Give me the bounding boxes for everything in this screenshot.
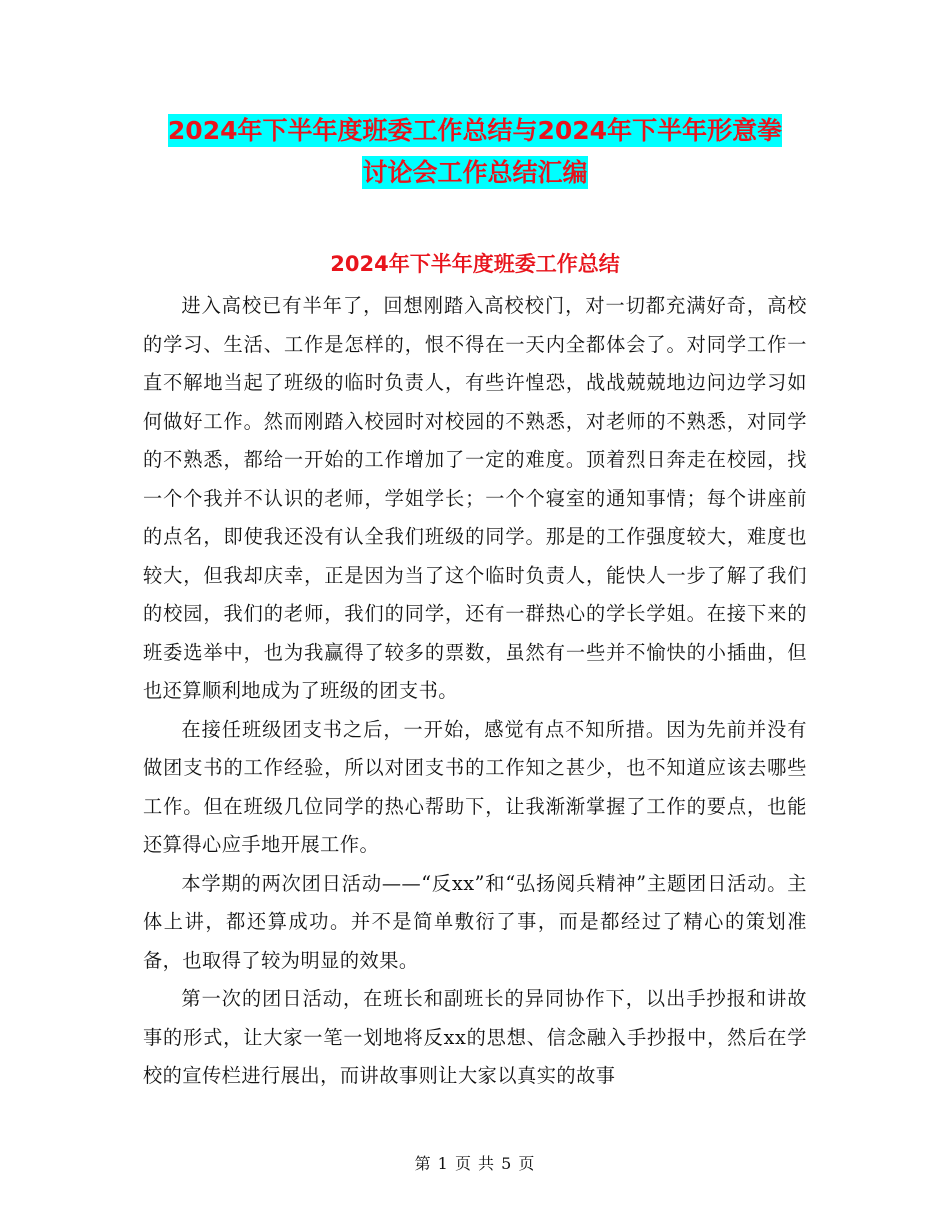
document-title-line-2 <box>0 152 950 194</box>
title-highlight: 讨论会工作总结汇编 <box>362 158 588 187</box>
document-title-line-1 <box>0 110 950 152</box>
section-title: 2024年下半年度班委工作总结 <box>330 252 620 276</box>
page-footer: 第 1 页 共 5 页 <box>414 1154 536 1173</box>
paragraph: 进入高校已有半年了，回想刚踏入高校校门，对一切都充满好奇，高校的学习、生活、工作是怎样的，恨不得在一天内全都体会了。对同学工作一直不解地当起了班级的临时负责人，有些许惶恐，战战兢兢地边问边学习如何做好工作。然而刚踏入校园时对校园的不熟悉，对老师的不熟悉，对同学的不熟悉，都给一开始的工作增加了一定的难度。顶着烈日奔走在校园，找一个个我并不认识的老师，学姐学长；一个个寝室的通知事情；每个讲座前的点名，即使我还没有认全我们班级的同学。那是的工作强度较大，难度也较大，但我却庆幸，正是因为当了这个临时负责人，能快人一步了解了我们的校园，我们的老师，我们的同学，还有一群热心的学长学姐。在接下来的班委选举中，也为我赢得了较多的票数，虽然有一些并不愉快的小插曲，但也还算顺利地成为了班级的团支书。 <box>143 294 807 702</box>
body-text <box>143 287 807 1096</box>
paragraph: 本学期的两次团日活动——“反xx”和“弘扬阅兵精神”主题团日活动。主体上讲，都还算成功。并不是简单敷衍了事，而是都经过了精心的策划准备，也取得了较为明显的效果。 <box>143 871 807 972</box>
paragraph: 在接任班级团支书之后，一开始，感觉有点不知所措。因为先前并没有做团支书的工作经验，所以对团支书的工作知之甚少，也不知道应该去哪些工作。但在班级几位同学的热心帮助下，让我渐渐掌握了工作的要点，也能还算得心应手地开展工作。 <box>143 717 807 856</box>
title-highlight: 2024年下半年度班委工作总结与2024年下半年形意拳 <box>167 116 783 145</box>
paragraph: 第一次的团日活动，在班长和副班长的异同协作下，以出手抄报和讲故事的形式，让大家一笔一划地将反xx的思想、信念融入手抄报中，然后在学校的宣传栏进行展出，而讲故事则让大家以真实的故事 <box>143 987 807 1087</box>
